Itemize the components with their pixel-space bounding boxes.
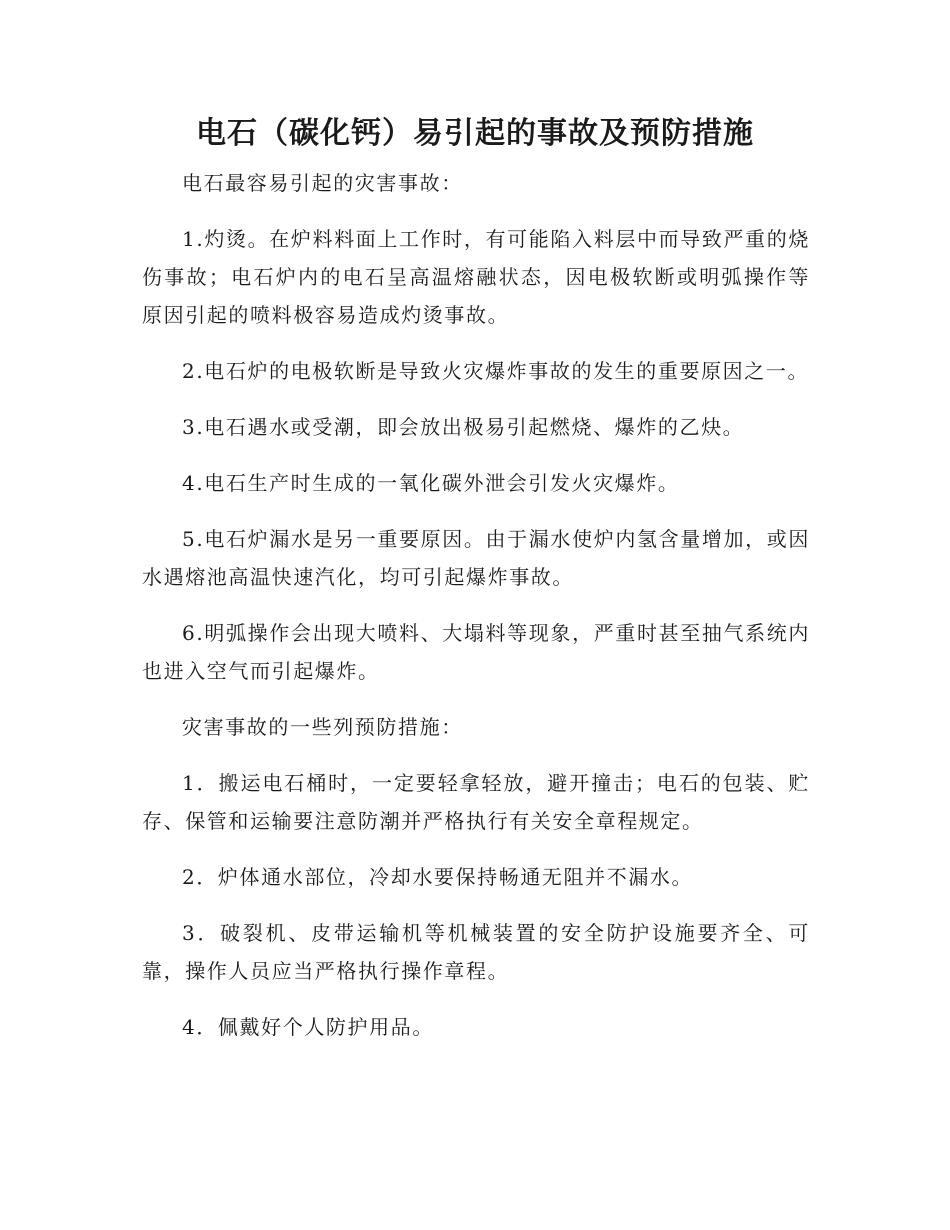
prevention-item-2: 2．炉体通水部位，冷却水要保持畅通无阻并不漏水。 [182, 865, 694, 889]
hazard-item-1: 1.灼烫。在炉料料面上工作时，有可能陷入料层中而导致严重的烧伤事故；电石炉内的电石呈高温熔融状态，因电极软断或明弧操作等原因引起的喷料极容易造成灼烫事故。 [142, 227, 810, 327]
hazard-item-6: 6.明弧操作会出现大喷料、大塌料等现象，严重时甚至抽气系统内也进入空气而引起爆炸。 [142, 621, 810, 683]
hazard-item-4: 4.电石生产时生成的一氧化碳外泄会引发火灾爆炸。 [182, 471, 680, 495]
section-heading-hazards: 电石最容易引起的灾害事故： [182, 171, 463, 195]
prevention-item-4: 4．佩戴好个人防护用品。 [182, 1015, 434, 1039]
document-title: 电石（碳化钙）易引起的事故及预防措施 [196, 116, 754, 151]
prevention-item-3: 3．破裂机、皮带运输机等机械装置的安全防护设施要齐全、可靠，操作人员应当严格执行操作章程。 [142, 921, 810, 983]
prevention-item-1: 1．搬运电石桶时，一定要轻拿轻放，避开撞击；电石的包装、贮存、保管和运输要注意防潮并严格执行有关安全章程规定。 [142, 771, 810, 833]
hazard-item-5: 5.电石炉漏水是另一重要原因。由于漏水使炉内氢含量增加，或因水遇熔池高温快速汽化，均可引起爆炸事故。 [142, 527, 810, 589]
hazard-item-2: 2.电石炉的电极软断是导致火灾爆炸事故的发生的重要原因之一。 [182, 359, 810, 383]
hazard-item-3: 3.电石遇水或受潮，即会放出极易引起燃烧、爆炸的乙炔。 [182, 415, 745, 439]
section-heading-prevention: 灾害事故的一些列预防措施： [182, 715, 463, 739]
document-body [142, 164, 810, 1064]
